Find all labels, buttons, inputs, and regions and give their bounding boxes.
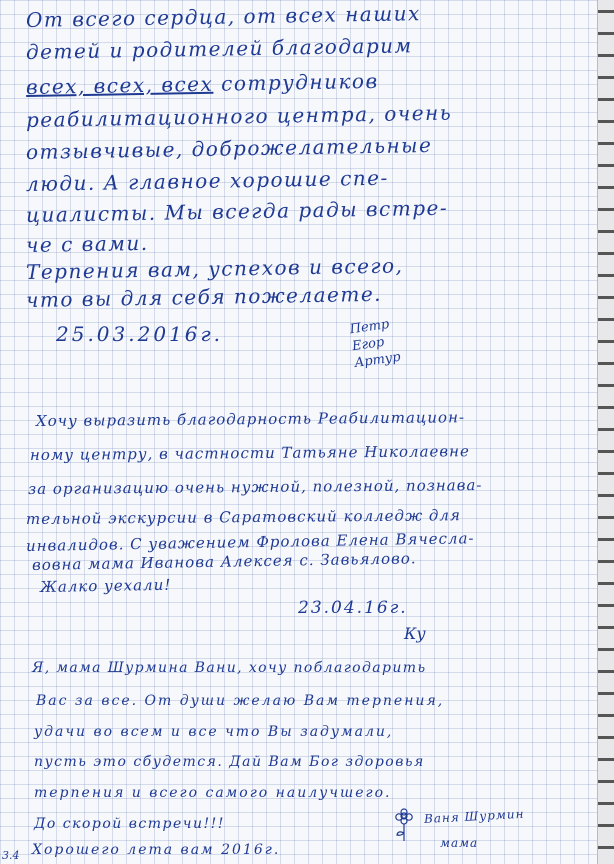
entry2-date: 23.04.16г. [298, 598, 408, 618]
entry2-line3: за организацию очень нужной, полезной, познава- [27, 476, 483, 498]
signature-name-2: Егор [351, 334, 386, 355]
signature-name-1: Петр [348, 316, 391, 338]
spiral-binding [597, 0, 614, 864]
entry2-line4: тельной экскурсии в Саратовский колледж для [25, 506, 461, 528]
entry2-initials: Ку [404, 624, 426, 643]
entry1-line3 [26, 69, 379, 99]
signature-name-3: Артур [353, 349, 402, 371]
entry1-line8: че с вами. [25, 230, 149, 257]
entry2-line2: ному центру, в частности Татьяне Николаевне [29, 442, 470, 464]
entry3-sign-mama: мама [440, 836, 479, 850]
entry2-line7: Жалко уехали! [39, 575, 172, 596]
entry1-line5: отзывчивые, доброжелательные [25, 132, 433, 164]
entry3-line1: Я, мама Шурмина Вани, хочу поблагодарить [32, 660, 427, 676]
entry1-underlined-words: всех, всех, всех [25, 71, 214, 99]
entry1-line10: что вы для себя пожелаете. [25, 281, 383, 312]
entry1-line7: циалисты. Мы всегда рады встре- [25, 195, 449, 227]
entry2-line1: Хочу выразить благодарность Реабилитацион- [35, 408, 466, 430]
entry3-line6: До скорой встречи!!! [34, 816, 225, 832]
corner-mark: 3.4 [2, 849, 20, 862]
entry3-line2: Вас за все. От души желаю Вам терпения, [36, 693, 445, 709]
entry3-sign-name: Ваня Шурмин [423, 806, 525, 826]
flower-drawing-icon [392, 808, 416, 842]
entry1-line3-rest: сотрудников [220, 68, 379, 96]
entry3-line4: пусть это сбудется. Дай Вам Бог здоровья [34, 754, 425, 770]
entry1-line6: люди. А главное хорошие спе- [25, 165, 389, 196]
entry1-signature [349, 315, 402, 372]
entry1-line2: детей и родителей благодарим [25, 33, 413, 64]
entry2-line5: инвалидов. С уважением Фролова Елена Вячесла- [25, 529, 475, 555]
entry3-line3: удачи во всем и все что Вы задумали, [34, 724, 394, 740]
entry2-line6: вовна мама Иванова Алексея с. Завьялово. [31, 549, 417, 574]
entry1-line9: Терпения вам, успехов и всего, [25, 253, 404, 284]
entry1-line1: От всего сердца, от всех наших [25, 1, 422, 32]
entry3-line7: Хорошего лета вам 2016г. [32, 842, 281, 858]
entry1-date: 25.03.2016г. [56, 322, 223, 346]
entry3-line5: терпения и всего самого наилучшего. [34, 785, 392, 801]
entry1-line4: реабилитационного центра, очень [25, 100, 453, 132]
